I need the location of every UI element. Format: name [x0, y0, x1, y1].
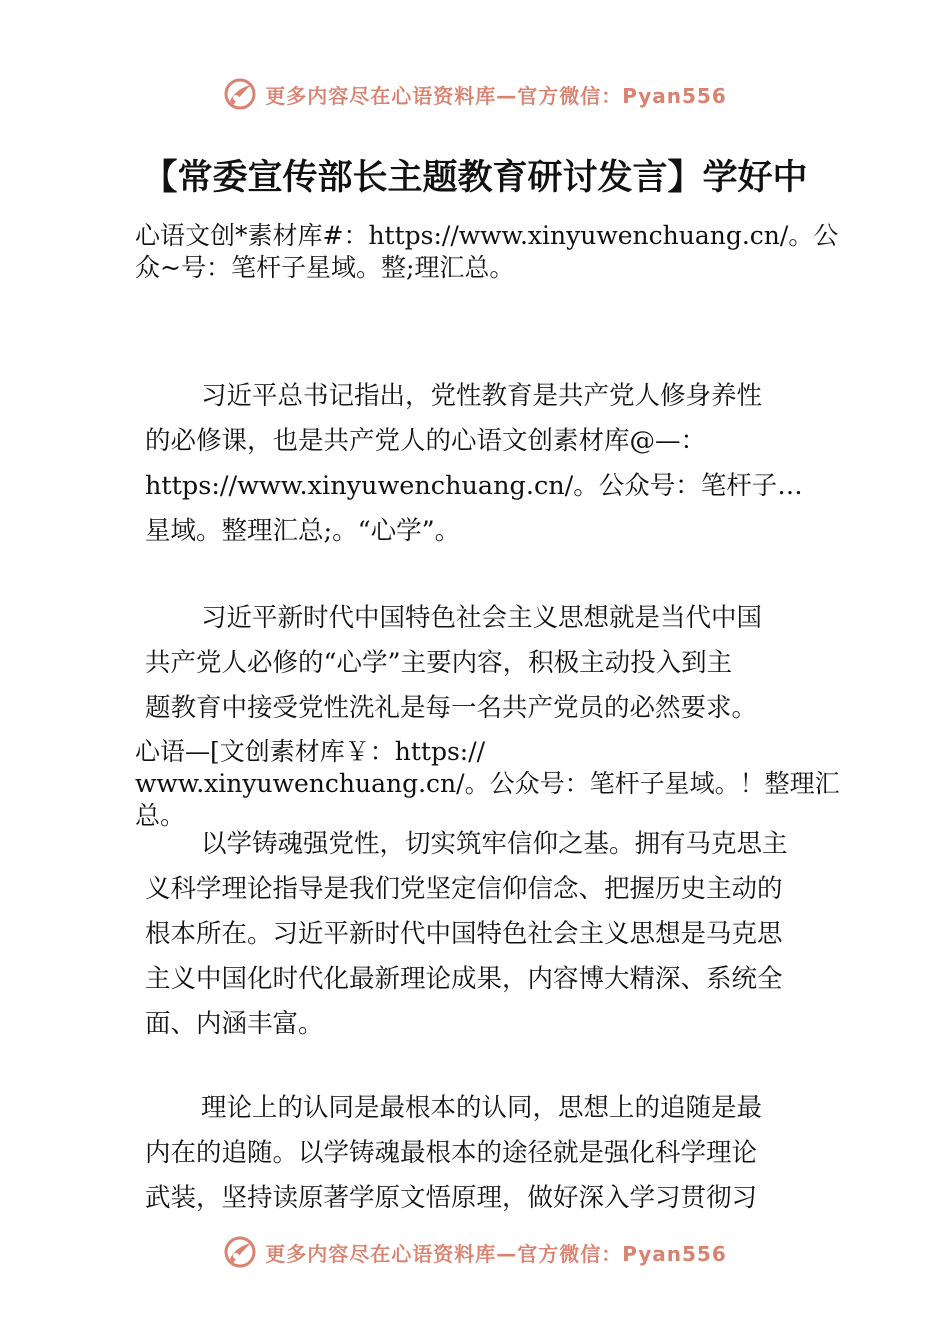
watermark-line: 心语—[文创素材库￥：https:// — [135, 737, 486, 766]
paragraph-line: 根本所在。习近平新时代中国特色社会主义思想是马克思 — [145, 919, 783, 949]
watermark-line: 总。 — [135, 801, 186, 830]
paragraph-4 — [145, 1086, 762, 1221]
watermark-line: 心语文创*素材库#：https://www.xinyuwenchuang.cn/。公 — [135, 221, 839, 250]
document-title: 【常委宣传部长主题教育研讨发言】学好中 — [142, 158, 808, 198]
watermark-line: www.xinyuwenchuang.cn/。公众号：笔杆子星域。！整理汇 — [135, 769, 840, 798]
paragraph-line: 武装，坚持读原著学原文悟原理，做好深入学习贯彻习 — [145, 1183, 758, 1213]
paragraph-line: 面、内涵丰富。 — [145, 1009, 324, 1039]
paragraph-1 — [145, 374, 803, 554]
paragraph-line: 的必修课，也是共产党人的心语文创素材库@—： — [145, 426, 707, 456]
paragraph-2 — [145, 596, 762, 731]
brush-logo-icon — [223, 1235, 257, 1269]
brush-logo-icon — [223, 77, 257, 111]
header-banner — [0, 74, 950, 114]
watermark-block-2 — [135, 736, 840, 832]
watermark-block-1 — [135, 220, 838, 284]
paragraph-line: 主义中国化时代化最新理论成果，内容博大精深、系统全 — [145, 964, 783, 994]
paragraph-line: 题教育中接受党性洗礼是每一名共产党员的必然要求。 — [145, 693, 758, 723]
paragraph-line: https://www.xinyuwenchuang.cn/。公众号：笔杆子… — [145, 471, 803, 501]
paragraph-line: 内在的追随。以学铸魂最根本的途径就是强化科学理论 — [145, 1138, 758, 1168]
banner-text: 更多内容尽在心语资料库—官方微信：Pyan556 — [265, 83, 727, 108]
paragraph-line: 共产党人必修的“心学”主要内容，积极主动投入到主 — [145, 648, 733, 678]
paragraph-line: 习近平总书记指出，党性教育是共产党人修身养性 — [201, 381, 763, 411]
paragraph-3 — [145, 822, 788, 1047]
paragraph-line: 习近平新时代中国特色社会主义思想就是当代中国 — [201, 603, 763, 633]
paragraph-line: 以学铸魂强党性，切实筑牢信仰之基。拥有马克思主 — [201, 829, 788, 859]
banner-text: 更多内容尽在心语资料库—官方微信：Pyan556 — [265, 1241, 727, 1266]
paragraph-line: 理论上的认同是最根本的认同，思想上的追随是最 — [201, 1093, 763, 1123]
footer-banner — [0, 1232, 950, 1272]
watermark-line: 众~号：笔杆子星域。整;理汇总。 — [135, 253, 515, 282]
paragraph-line: 义科学理论指导是我们党坚定信仰信念、把握历史主动的 — [145, 874, 783, 904]
paragraph-line: 星域。整理汇总;。“心学”。 — [145, 516, 461, 546]
